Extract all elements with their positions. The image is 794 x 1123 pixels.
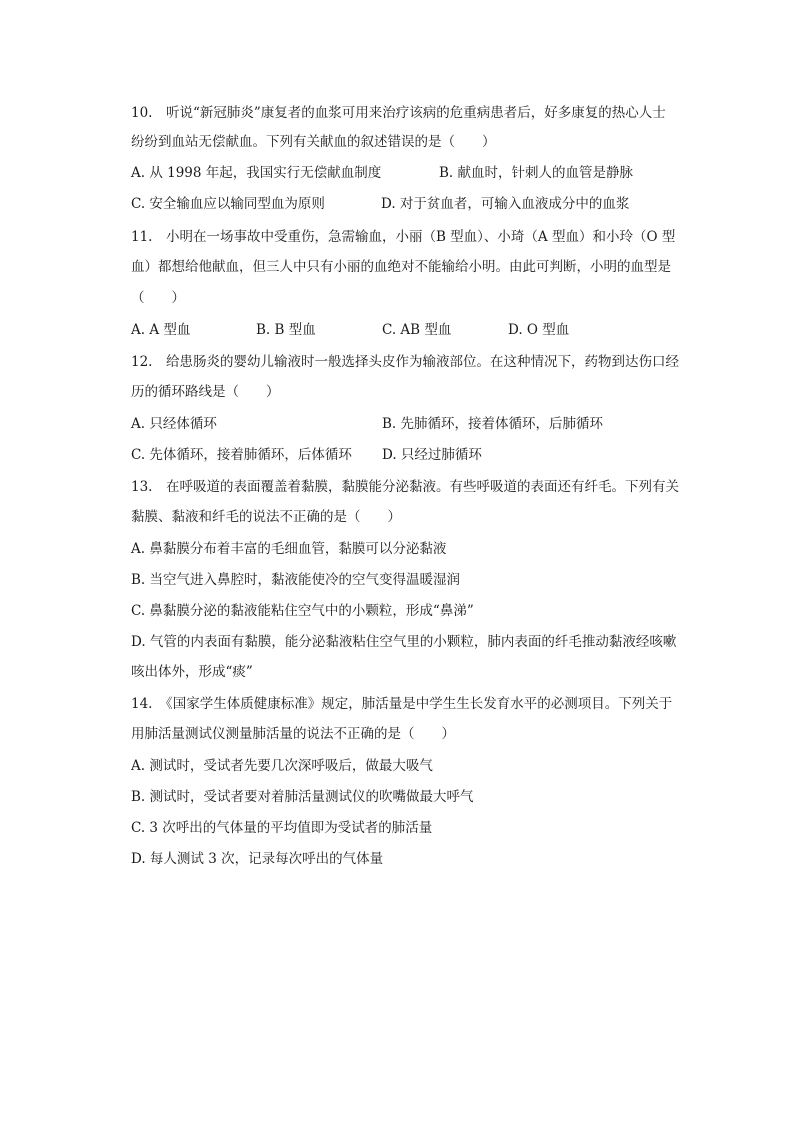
q12-option-c: C. 先体循环，接着肺循环，后体循环 xyxy=(131,447,352,463)
q10-option-a: A. 从 1998 年起，我国实行无偿献血制度 xyxy=(131,165,382,181)
q12-option-a: A. 只经体循环 xyxy=(131,416,217,432)
q11-option-d: D. O 型血 xyxy=(508,322,570,338)
q13-option-c: C. 鼻黏膜分泌的黏液能粘住空气中的小颗粒，形成“鼻涕” xyxy=(131,603,474,619)
q11-option-c: C. AB 型血 xyxy=(382,322,452,338)
q14-stem-line1: 14. 《国家学生体质健康标准》规定，肺活量是中学生生长发育水平的必测项目。下列关于 xyxy=(131,696,673,712)
q10-option-d: D. 对于贫血者，可输入血液成分中的血浆 xyxy=(381,196,630,212)
q11-option-a: A. A 型血 xyxy=(131,322,191,338)
q11-stem-line1: 11. 小明在一场事故中受重伤，急需输血，小丽（B 型血）、小琦（A 型血）和小玲（O 型 xyxy=(131,229,676,245)
q10-option-c: C. 安全输血应以输同型血为原则 xyxy=(131,196,325,212)
q14-stem-line2: 用肺活量测试仪测量肺活量的说法不正确的是（ ） xyxy=(131,726,455,742)
q13-option-b: B. 当空气进入鼻腔时，黏液能使冷的空气变得温暖湿润 xyxy=(131,572,461,588)
q14-option-b: B. 测试时，受试者要对着肺活量测试仪的吹嘴做最大呼气 xyxy=(131,789,474,805)
q10-stem-line2: 纷纷到血站无偿献血。下列有关献血的叙述错误的是（ ） xyxy=(131,134,496,150)
q14-option-c: C. 3 次呼出的气体量的平均值即为受试者的肺活量 xyxy=(131,820,433,836)
q13-stem-line2: 黏膜、黏液和纤毛的说法不正确的是（ ） xyxy=(131,509,401,525)
q12-stem-line1: 12. 给患肠炎的婴幼儿输液时一般选择头皮作为输液部位。在这种情况下，药物到达伤口经 xyxy=(131,354,679,370)
q10-stem-line1: 10. 听说“新冠肺炎”康复者的血浆可用来治疗该病的危重病患者后，好多康复的热心人士 xyxy=(131,105,666,121)
q11-option-b: B. B 型血 xyxy=(256,322,316,338)
q14-option-a: A. 测试时，受试者先要几次深呼吸后，做最大吸气 xyxy=(131,758,433,774)
q12-stem-line2: 历的循环路线是（ ） xyxy=(131,384,280,400)
q10-option-b: B. 献血时，针刺人的血管是静脉 xyxy=(439,165,634,181)
q13-option-d-line2: 咳出体外，形成“痰” xyxy=(131,664,253,680)
q13-stem-line1: 13. 在呼吸道的表面覆盖着黏膜，黏膜能分泌黏液。有些呼吸道的表面还有纤毛。下列有关 xyxy=(131,479,679,495)
q11-stem-line2: 血）都想给他献血，但三人中只有小丽的血绝对不能输给小明。由此可判断，小明的血型是 xyxy=(131,259,671,275)
q12-option-d: D. 只经过肺循环 xyxy=(382,447,482,463)
q13-option-a: A. 鼻黏膜分布着丰富的毛细血管，黏膜可以分泌黏液 xyxy=(131,541,447,557)
q12-option-b: B. 先肺循环，接着体循环，后肺循环 xyxy=(382,416,604,432)
q13-option-d-line1: D. 气管的内表面有黏膜，能分泌黏液粘住空气里的小颗粒，肺内表面的纤毛推动黏液经咳嗽 xyxy=(131,634,677,650)
q14-option-d: D. 每人测试 3 次，记录每次呼出的气体量 xyxy=(131,851,384,867)
q11-stem-line3: （ ） xyxy=(131,290,185,306)
